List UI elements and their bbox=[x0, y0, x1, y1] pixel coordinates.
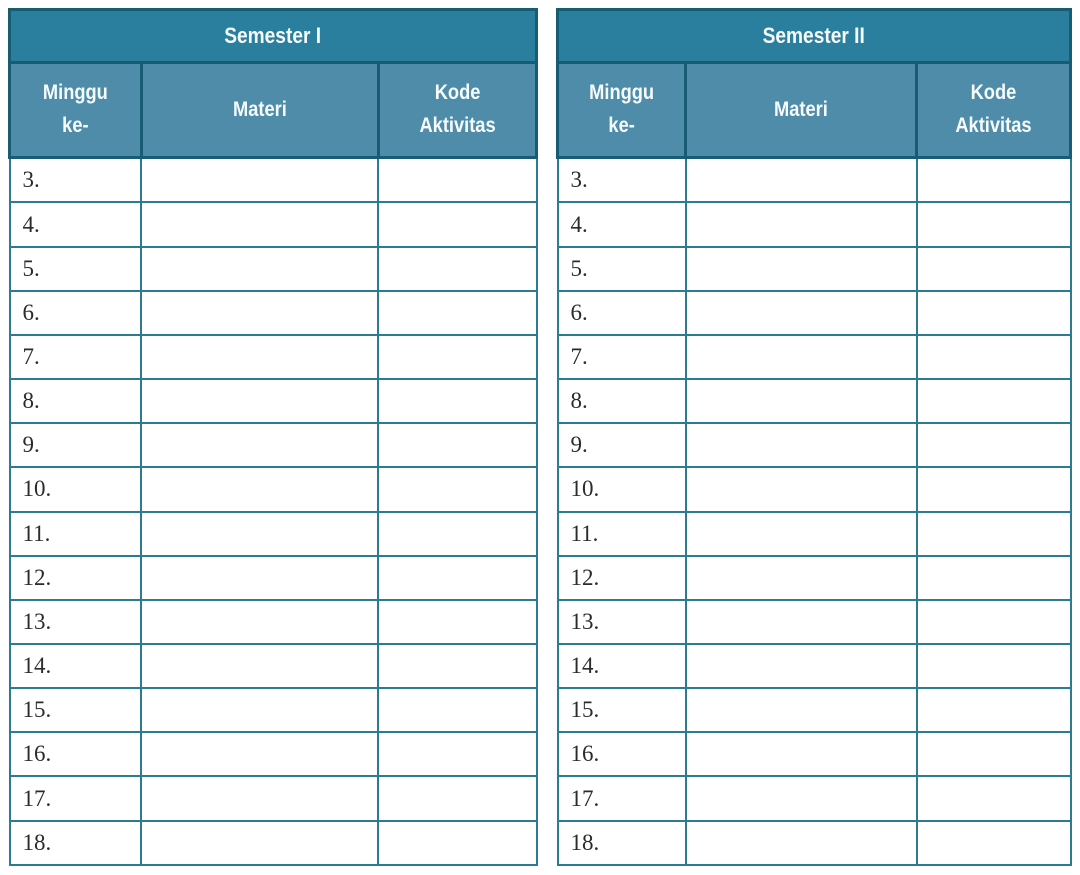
kode-aktivitas-cell bbox=[378, 467, 536, 511]
table-row bbox=[10, 688, 537, 732]
kode-aktivitas-cell bbox=[378, 202, 536, 246]
table-row bbox=[558, 423, 1071, 467]
kode-aktivitas-cell bbox=[378, 776, 536, 820]
week-number-cell: 3. bbox=[10, 158, 142, 203]
kode-aktivitas-cell bbox=[917, 512, 1071, 556]
week-number-cell: 10. bbox=[558, 467, 686, 511]
materi-cell bbox=[686, 776, 917, 820]
materi-cell bbox=[141, 423, 378, 467]
column-header-text: Minggu ke- bbox=[589, 81, 655, 137]
kode-aktivitas-cell bbox=[917, 644, 1071, 688]
week-number-cell: 5. bbox=[558, 247, 686, 291]
table-row bbox=[558, 202, 1071, 246]
table-row bbox=[558, 556, 1071, 600]
week-number-cell: 13. bbox=[10, 600, 142, 644]
table-row bbox=[10, 202, 537, 246]
materi-cell bbox=[141, 247, 378, 291]
week-number-cell: 17. bbox=[558, 776, 686, 820]
table-row bbox=[558, 379, 1071, 423]
table-row bbox=[10, 600, 537, 644]
materi-cell bbox=[686, 379, 917, 423]
title-row bbox=[558, 10, 1071, 63]
materi-cell bbox=[141, 556, 378, 600]
table-row bbox=[10, 247, 537, 291]
table-row bbox=[10, 732, 537, 776]
week-number-cell: 18. bbox=[10, 821, 142, 865]
week-number-cell: 18. bbox=[558, 821, 686, 865]
materi-cell bbox=[141, 379, 378, 423]
materi-cell bbox=[686, 158, 917, 203]
column-header-minggu-ke bbox=[10, 63, 142, 158]
table-row bbox=[558, 512, 1071, 556]
materi-cell bbox=[141, 158, 378, 203]
materi-cell bbox=[141, 600, 378, 644]
table-title-text: Semester I bbox=[224, 22, 322, 48]
materi-cell bbox=[686, 512, 917, 556]
kode-aktivitas-cell bbox=[917, 379, 1071, 423]
table-row bbox=[558, 732, 1071, 776]
week-number-cell: 4. bbox=[558, 202, 686, 246]
table-row bbox=[558, 291, 1071, 335]
week-number-cell: 11. bbox=[558, 512, 686, 556]
materi-cell bbox=[141, 776, 378, 820]
week-number-cell: 9. bbox=[10, 423, 142, 467]
column-header-text: Kode Aktivitas bbox=[955, 81, 1032, 137]
materi-cell bbox=[686, 335, 917, 379]
kode-aktivitas-cell bbox=[378, 291, 536, 335]
week-number-cell: 6. bbox=[558, 291, 686, 335]
table-row bbox=[558, 776, 1071, 820]
kode-aktivitas-cell bbox=[917, 467, 1071, 511]
week-number-cell: 15. bbox=[558, 688, 686, 732]
kode-aktivitas-cell bbox=[917, 732, 1071, 776]
kode-aktivitas-cell bbox=[917, 202, 1071, 246]
materi-cell bbox=[141, 512, 378, 556]
kode-aktivitas-cell bbox=[378, 247, 536, 291]
kode-aktivitas-cell bbox=[378, 335, 536, 379]
column-header-kode-aktivitas bbox=[917, 63, 1071, 158]
week-number-cell: 10. bbox=[10, 467, 142, 511]
table-row bbox=[558, 158, 1071, 203]
column-header-materi bbox=[686, 63, 917, 158]
table-row bbox=[10, 291, 537, 335]
column-header-text: Minggu ke- bbox=[42, 81, 108, 137]
table-title-text: Semester II bbox=[762, 22, 866, 48]
table-row bbox=[10, 335, 537, 379]
week-number-cell: 14. bbox=[558, 644, 686, 688]
kode-aktivitas-cell bbox=[917, 247, 1071, 291]
kode-aktivitas-cell bbox=[378, 512, 536, 556]
materi-cell bbox=[686, 688, 917, 732]
week-number-cell: 16. bbox=[558, 732, 686, 776]
materi-cell bbox=[686, 467, 917, 511]
week-number-cell: 16. bbox=[10, 732, 142, 776]
table-row bbox=[10, 379, 537, 423]
table-row bbox=[558, 821, 1071, 865]
materi-cell bbox=[141, 291, 378, 335]
kode-aktivitas-cell bbox=[378, 644, 536, 688]
column-header-text: Materi bbox=[774, 97, 829, 121]
title-row bbox=[10, 10, 537, 63]
kode-aktivitas-cell bbox=[378, 158, 536, 203]
table-row bbox=[558, 335, 1071, 379]
kode-aktivitas-cell bbox=[378, 556, 536, 600]
materi-cell bbox=[141, 821, 378, 865]
week-number-cell: 15. bbox=[10, 688, 142, 732]
kode-aktivitas-cell bbox=[917, 776, 1071, 820]
materi-cell bbox=[141, 202, 378, 246]
materi-cell bbox=[141, 688, 378, 732]
table-row bbox=[558, 467, 1071, 511]
week-number-cell: 5. bbox=[10, 247, 142, 291]
materi-cell bbox=[686, 600, 917, 644]
materi-cell bbox=[686, 732, 917, 776]
table-row bbox=[10, 467, 537, 511]
materi-cell bbox=[686, 556, 917, 600]
kode-aktivitas-cell bbox=[378, 423, 536, 467]
materi-cell bbox=[686, 247, 917, 291]
week-number-cell: 12. bbox=[10, 556, 142, 600]
week-number-cell: 3. bbox=[558, 158, 686, 203]
semester-2-rows bbox=[558, 158, 1071, 866]
materi-cell bbox=[686, 423, 917, 467]
week-number-cell: 8. bbox=[10, 379, 142, 423]
week-number-cell: 9. bbox=[558, 423, 686, 467]
materi-cell bbox=[141, 732, 378, 776]
table-title-semester-1 bbox=[10, 10, 537, 63]
kode-aktivitas-cell bbox=[917, 556, 1071, 600]
column-header-kode-aktivitas bbox=[378, 63, 536, 158]
kode-aktivitas-cell bbox=[917, 335, 1071, 379]
week-number-cell: 17. bbox=[10, 776, 142, 820]
table-row bbox=[558, 247, 1071, 291]
kode-aktivitas-cell bbox=[917, 158, 1071, 203]
table-row bbox=[10, 821, 537, 865]
kode-aktivitas-cell bbox=[917, 600, 1071, 644]
column-header-row bbox=[558, 63, 1071, 158]
column-header-minggu-ke bbox=[558, 63, 686, 158]
materi-cell bbox=[141, 335, 378, 379]
semester-1-table bbox=[8, 8, 538, 866]
materi-cell bbox=[141, 467, 378, 511]
table-title-semester-2 bbox=[558, 10, 1071, 63]
table-row bbox=[10, 644, 537, 688]
week-number-cell: 8. bbox=[558, 379, 686, 423]
column-header-text: Materi bbox=[232, 97, 287, 121]
kode-aktivitas-cell bbox=[378, 821, 536, 865]
materi-cell bbox=[686, 291, 917, 335]
week-number-cell: 12. bbox=[558, 556, 686, 600]
week-number-cell: 6. bbox=[10, 291, 142, 335]
table-row bbox=[10, 776, 537, 820]
table-row bbox=[10, 556, 537, 600]
table-row bbox=[558, 644, 1071, 688]
table-row bbox=[10, 423, 537, 467]
kode-aktivitas-cell bbox=[378, 688, 536, 732]
week-number-cell: 14. bbox=[10, 644, 142, 688]
column-header-materi bbox=[141, 63, 378, 158]
materi-cell bbox=[686, 202, 917, 246]
materi-cell bbox=[686, 821, 917, 865]
week-number-cell: 7. bbox=[558, 335, 686, 379]
materi-cell bbox=[686, 644, 917, 688]
semester-2-table bbox=[556, 8, 1072, 866]
kode-aktivitas-cell bbox=[378, 600, 536, 644]
table-row bbox=[558, 600, 1071, 644]
column-header-text: Kode Aktivitas bbox=[419, 81, 496, 137]
table-row bbox=[10, 158, 537, 203]
kode-aktivitas-cell bbox=[378, 732, 536, 776]
table-row bbox=[558, 688, 1071, 732]
table-row bbox=[10, 512, 537, 556]
kode-aktivitas-cell bbox=[378, 379, 536, 423]
kode-aktivitas-cell bbox=[917, 291, 1071, 335]
week-number-cell: 7. bbox=[10, 335, 142, 379]
kode-aktivitas-cell bbox=[917, 688, 1071, 732]
week-number-cell: 11. bbox=[10, 512, 142, 556]
column-header-row bbox=[10, 63, 537, 158]
kode-aktivitas-cell bbox=[917, 423, 1071, 467]
week-number-cell: 4. bbox=[10, 202, 142, 246]
kode-aktivitas-cell bbox=[917, 821, 1071, 865]
materi-cell bbox=[141, 644, 378, 688]
semester-1-rows bbox=[10, 158, 537, 866]
week-number-cell: 13. bbox=[558, 600, 686, 644]
